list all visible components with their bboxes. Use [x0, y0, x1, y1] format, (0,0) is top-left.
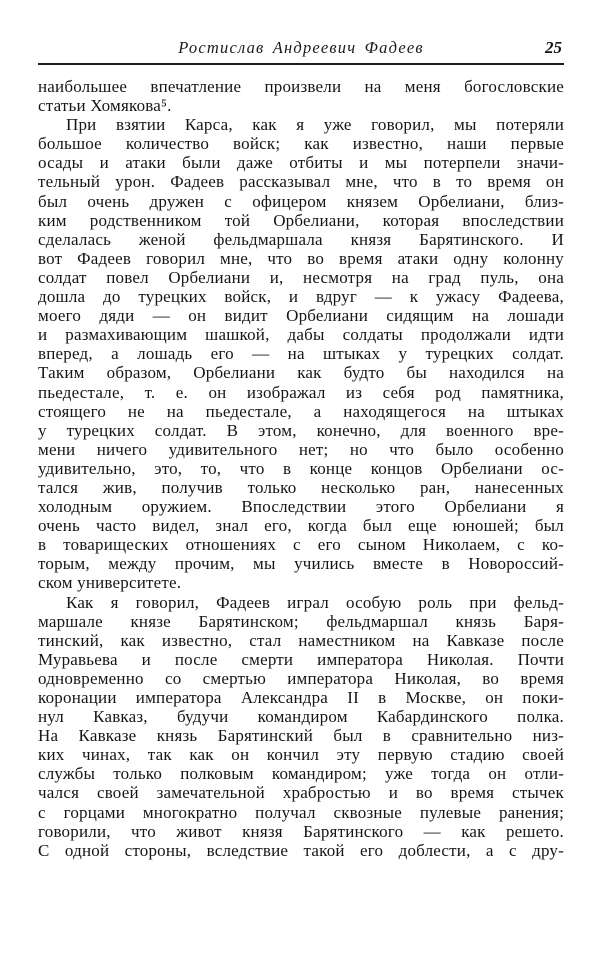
- running-header-title: Ростислав Андреевич Фадеев: [178, 38, 424, 57]
- text-line: у турецких солдат. В этом, конечно, для военного вре-: [38, 420, 564, 440]
- text-line: вот Фадеев говорил мне, что во время атаки одну колонну: [38, 248, 564, 268]
- text-line: говорили, что живот князя Барятинского — как решето.: [38, 821, 564, 841]
- text-line: службы только полковым командиром; уже тогда он отли-: [38, 764, 564, 784]
- text-line: одновременно со смертью императора Николая, во время: [38, 668, 564, 688]
- text-line: ким родственником той Орбелиани, которая впоследствии: [38, 210, 564, 230]
- text-line: холодным оружием. Впоследствии этого Орбелиани я: [38, 497, 564, 517]
- text-line: Муравьева и после смерти императора Николая. Почти: [38, 649, 564, 669]
- page-number: 25: [545, 38, 562, 57]
- text-line: чался своей замечательной храбростью и во время стычек: [38, 783, 564, 803]
- running-header: [38, 38, 564, 58]
- text-line: ких чинах, так как он кончил эту первую стадию своей: [38, 745, 564, 765]
- text-line: На Кавказе князь Барятинский был в сравнительно низ-: [38, 726, 564, 746]
- header-rule: [38, 63, 564, 65]
- text-line: сделалась женой фельдмаршала князя Барятинского. И: [38, 229, 564, 249]
- text-line: моего дяди — он видит Орбелиани сидящим на лошади: [38, 306, 564, 326]
- text-line: торым, между прочим, мы учились вместе в Новороссий-: [38, 554, 564, 574]
- text-line: тинский, как известно, стал наместником на Кавказе после: [38, 630, 564, 650]
- text-line: пьедестале, т. е. он изображал из себя род памятника,: [38, 382, 564, 402]
- text-line: и размахивающим шашкой, дабы солдаты продолжали идти: [38, 325, 564, 345]
- text-line: вперед, а лошадь его — на штыках у турецких солдат.: [38, 344, 564, 364]
- text-line: солдат повел Орбелиани и, несмотря на град пуль, она: [38, 267, 564, 287]
- text-line: очень часто видел, знал его, когда был еще юношей; был: [38, 516, 564, 536]
- paragraph: [38, 77, 564, 115]
- text-line: Таким образом, Орбелиани как будто бы находился на: [38, 363, 564, 383]
- text-line: статьи Хомякова⁵.: [38, 96, 172, 116]
- text-line: маршале князе Барятинском; фельдмаршал князь Баря-: [38, 611, 564, 631]
- text-line: Как я говорил, Фадеев играл особую роль при фельд-: [66, 592, 564, 612]
- text-line: осады и атаки были даже отбиты и мы потерпели значи-: [38, 153, 564, 173]
- text-line: наибольшее впечатление произвели на меня богословские: [38, 77, 564, 96]
- text-line: стоящего не на пьедестале, а находящегося на штыках: [38, 401, 564, 421]
- text-line: С одной стороны, вследствие такой его доблести, а с дру-: [38, 840, 564, 860]
- text-line: тался жив, получив только несколько ран, нанесенных: [38, 477, 564, 497]
- text-line: удивительно, это, то, что в конце концов Орбелиани ос-: [38, 458, 564, 478]
- paragraph: [38, 593, 564, 860]
- text-line: нул Кавказ, будучи командиром Кабардинского полка.: [38, 707, 564, 727]
- text-line: При взятии Карса, как я уже говорил, мы потеряли: [66, 115, 564, 135]
- page-body: [38, 77, 564, 860]
- text-line: с горцами многократно получал сквозные пулевые ранения;: [38, 802, 564, 822]
- text-line: был очень дружен с офицером князем Орбелиани, близ-: [38, 191, 564, 211]
- text-line: дошла до турецких войск, и вдруг — к ужасу Фадеева,: [38, 287, 564, 307]
- text-line: ском университете.: [38, 573, 182, 593]
- text-line: тельный урон. Фадеев рассказывал мне, что в то время он: [38, 172, 564, 192]
- text-line: мени ничего удивительного нет; но что было особенно: [38, 439, 564, 459]
- text-line: в товарищеских отношениях с его сыном Николаем, с ко-: [38, 535, 564, 555]
- text-line: большое количество войск; как известно, наши первые: [38, 134, 564, 154]
- paragraph: [38, 115, 564, 592]
- text-line: коронации императора Александра II в Москве, он поки-: [38, 688, 564, 707]
